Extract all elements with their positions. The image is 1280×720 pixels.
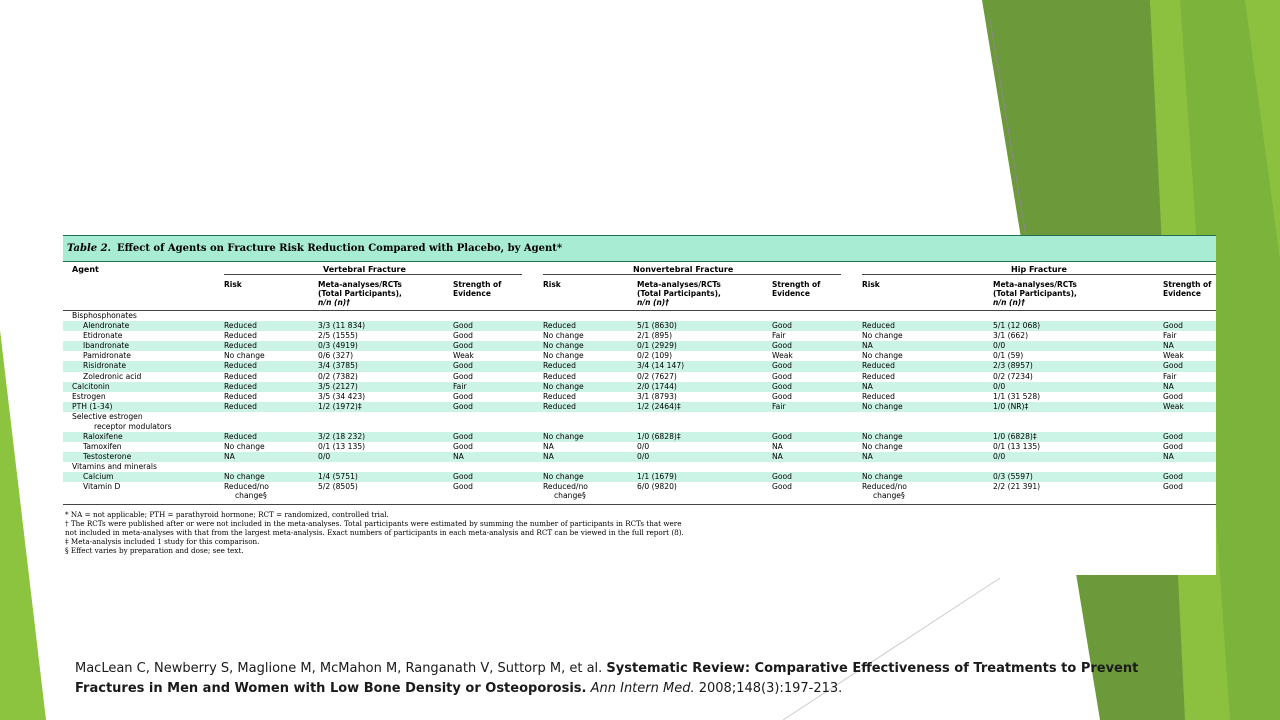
table-cell: NA [1163,341,1174,351]
table-cell: Reduced [543,391,576,401]
group-rule [543,274,841,275]
table-row [63,382,1216,392]
sub-risk: Risk [224,280,242,289]
sub-meta-l1: Meta-analyses/RCTs [993,280,1077,289]
table-cell: Good [453,331,473,341]
table-cell: 5/1 (8630) [637,321,677,331]
sub-meta-l2: (Total Participants), [637,289,721,298]
table-cell: No change [543,331,584,341]
table-cell: 1/1 (1679) [637,472,677,482]
table-cell: NA [772,452,783,462]
agent-cell: Calcitonin [72,381,110,391]
table-cell: 6/0 (9820) [637,482,677,492]
citation-authors: MacLean C, Newberry S, Maglione M, McMahon M, Ranganath V, Suttorp M, et al. [75,661,607,676]
table-cell: Good [453,442,473,452]
table-cell: 0/2 (7234) [993,371,1033,381]
table-row [63,452,1216,462]
table-cell: No change [224,351,265,361]
sub-header-row [63,276,1216,311]
group-rule [224,274,522,275]
footnote: § Effect varies by preparation and dose; see text. [65,546,244,556]
table-cell-line2: change§ [554,491,586,501]
agent-cell: Zoledronic acid [83,371,142,381]
table-cell: NA [543,442,554,452]
table-cell: NA [772,442,783,452]
table-cell: 3/4 (14 147) [637,361,685,371]
table-cell: 0/3 (4919) [318,341,358,351]
table-cell: Reduced/no [224,482,269,492]
table-cell: 5/2 (8505) [318,482,358,492]
table-cell: Reduced [224,381,257,391]
table-cell: Good [1163,391,1183,401]
table-cell: 0/6 (327) [318,351,354,361]
table-cell: 0/1 (13 135) [318,442,366,452]
table-row [63,372,1216,382]
footnote: not included in meta-analyses with that from the largest meta-analysis. Exact numbers of participants in each meta-analysis and RCT can be viewed in the full report (8). [65,528,684,538]
table-cell: Reduced [224,361,257,371]
table-cell: Good [772,361,792,371]
table-cell: Good [772,321,792,331]
sub-strength-l2: Evidence [1163,289,1201,298]
table-cell: No change [862,331,903,341]
table-cell: No change [862,442,903,452]
table-cell: 3/3 (11 834) [318,321,366,331]
table-row [63,402,1216,412]
table-cell: Good [1163,361,1183,371]
sub-meta-l3: n/n (n)† [318,298,350,307]
table-cell: Good [772,391,792,401]
sub-strength-l1: Strength of [772,280,821,289]
table-cell: Good [453,371,473,381]
table-cell: Reduced [224,331,257,341]
table-cell: Good [772,341,792,351]
agent-cell: Etidronate [83,331,123,341]
table-cell: Reduced [543,371,576,381]
table-cell: No change [862,431,903,441]
agent-cell: Pamidronate [83,351,131,361]
table-cell: 3/5 (34 423) [318,391,366,401]
group-nonvertebral: Nonvertebral Fracture [633,265,734,274]
table-number: Table 2. [67,243,112,254]
table-cell: 0/1 (2929) [637,341,677,351]
table-cell: NA [543,452,554,462]
agent-cell: Tamoxifen [83,442,122,452]
table-cell: No change [224,472,265,482]
table-cell: Good [1163,482,1183,492]
group-hip: Hip Fracture [1011,265,1067,274]
table-cell: Reduced [862,391,895,401]
table-cell: Reduced [224,391,257,401]
table-cell-line2: change§ [873,491,905,501]
sub-risk: Risk [862,280,880,289]
table-row [63,392,1216,402]
footnote: ‡ Meta-analysis included 1 study for this comparison. [65,537,260,547]
table-cell: Weak [1163,351,1184,361]
table-cell: Good [453,401,473,411]
agent-cell: Estrogen [72,391,106,401]
table-cell: 1/2 (2464)‡ [637,401,681,411]
table-cell: Good [453,361,473,371]
table-cell: Reduced/no [543,482,588,492]
agent-cell: Risidronate [83,361,126,371]
agent-cell: Vitamin D [83,482,121,492]
sub-meta-l2: (Total Participants), [318,289,402,298]
sub-meta-l3: n/n (n)† [637,298,669,307]
agent-cell: Raloxifene [83,431,123,441]
table-cell: Reduced [224,371,257,381]
table-row [63,462,1216,472]
table-cell: NA [862,341,873,351]
table-cell: Reduced [862,361,895,371]
table-cell: No change [862,401,903,411]
group-rule [862,274,1216,275]
agent-cell-line2: receptor modulators [94,421,172,431]
sub-meta [637,280,721,307]
table-cell: Fair [1163,371,1177,381]
table-cell-line2: change§ [235,491,267,501]
agent-cell: PTH (1-34) [72,401,113,411]
table-row [63,442,1216,452]
group-header-row [63,262,1216,276]
table-title: Effect of Agents on Fracture Risk Reduction Compared with Placebo, by Agent* [117,243,563,254]
sub-meta-l1: Meta-analyses/RCTs [318,280,402,289]
sub-meta-l1: Meta-analyses/RCTs [637,280,721,289]
sub-strength [453,280,501,298]
table-row [63,361,1216,371]
table-cell: No change [543,472,584,482]
table-cell: Reduced [543,361,576,371]
table-bottom-rule [63,504,1216,505]
table-cell: 0/0 [637,442,650,452]
table-cell: Good [772,431,792,441]
footnote: * NA = not applicable; PTH = parathyroid hormone; RCT = randomized, controlled trial. [65,510,389,520]
table-row [63,482,1216,502]
table-cell: Weak [453,351,474,361]
sub-strength-l2: Evidence [453,289,491,298]
sub-meta-l3: n/n (n)† [993,298,1025,307]
table-cell: 3/5 (2127) [318,381,358,391]
table-cell: 1/1 (31 528) [993,391,1041,401]
footnote: † The RCTs were published after or were not included in the meta-analyses. Total participants were estimated by summing the number of participants in RCTs that were [65,519,682,529]
table-cell: Reduced [224,401,257,411]
table-cell: NA [862,452,873,462]
table-cell: 3/1 (662) [993,331,1029,341]
table-cell: Reduced [862,371,895,381]
table-cell: 1/4 (5751) [318,472,358,482]
agent-cell: Calcium [83,472,114,482]
table-cell: 2/3 (8957) [993,361,1033,371]
table-cell: NA [1163,381,1174,391]
table-cell: 1/2 (1972)‡ [318,401,362,411]
sub-meta [318,280,402,307]
group-vertebral: Vertebral Fracture [323,265,406,274]
sub-risk: Risk [543,280,561,289]
table-cell: No change [543,431,584,441]
table-row [63,472,1216,482]
citation [75,659,1185,699]
table-cell: NA [862,381,873,391]
agent-cell: Vitamins and minerals [72,462,157,472]
table-cell: Weak [772,351,793,361]
table-cell: NA [453,452,464,462]
table-cell: 3/1 (8793) [637,391,677,401]
sub-strength-l1: Strength of [1163,280,1212,289]
citation-details: 2008;148(3):197-213. [694,681,843,696]
citation-title: Systematic Review: Comparative Effectiveness of Treatments to Prevent Fractures in Men and Women with Low Bone Density or Osteoporosis. [75,661,1139,696]
table-cell: NA [224,452,235,462]
table-cell: Good [772,472,792,482]
table-row [63,331,1216,341]
table-cell: Good [772,482,792,492]
table-cell: 0/2 (7627) [637,371,677,381]
table-cell: No change [543,351,584,361]
agent-header: Agent [72,265,99,274]
table-body [63,311,1216,502]
sub-meta [993,280,1077,307]
table-cell: No change [543,341,584,351]
table-cell: 3/4 (3785) [318,361,358,371]
table-cell: Reduced/no [862,482,907,492]
table-cell: Fair [1163,331,1177,341]
table-cell: Good [1163,431,1183,441]
table-cell: Reduced [543,401,576,411]
agent-cell: Bisphosphonates [72,311,137,320]
table-cell: Good [772,371,792,381]
table-cell: Fair [772,331,786,341]
table-cell: Good [453,391,473,401]
table-cell: Weak [1163,401,1184,411]
table-cell: 1/0 (NR)‡ [993,401,1029,411]
table-cell: No change [862,351,903,361]
sub-strength-l2: Evidence [772,289,810,298]
agent-cell: Ibandronate [83,341,130,351]
table-cell: 0/0 [637,452,650,462]
table-cell: Reduced [862,321,895,331]
table-cell: 2/2 (21 391) [993,482,1041,492]
table-cell: 1/0 (6828)‡ [993,431,1037,441]
table-cell: Good [453,321,473,331]
table-cell: Good [1163,442,1183,452]
table-cell: Good [1163,472,1183,482]
table-cell: Good [772,381,792,391]
table-cell: No change [543,381,584,391]
table-cell: 0/0 [993,452,1006,462]
sub-strength [1163,280,1211,298]
table-cell: Fair [772,401,786,411]
agent-cell: Selective estrogen [72,411,143,421]
table-row [63,341,1216,351]
table-cell: Good [453,472,473,482]
agent-cell: Testosterone [83,452,132,462]
table-cell: Reduced [224,431,257,441]
table-cell: Good [1163,321,1183,331]
table-cell: 0/0 [993,381,1006,391]
table-cell: 2/0 (1744) [637,381,677,391]
table-row [63,351,1216,361]
table-cell: 0/1 (13 135) [993,442,1041,452]
table-cell: 1/0 (6828)‡ [637,431,681,441]
table-cell: 0/3 (5597) [993,472,1033,482]
table-row [63,321,1216,331]
left-green-triangle [0,330,46,720]
table-cell: 0/0 [993,341,1006,351]
agent-cell: Alendronate [83,321,130,331]
table-row [63,311,1216,321]
table-cell: 3/2 (18 232) [318,431,366,441]
table-cell: 0/0 [318,452,331,462]
table-cell: NA [1163,452,1174,462]
table-cell: 2/1 (895) [637,331,673,341]
sub-meta-l2: (Total Participants), [993,289,1077,298]
table-cell: 0/2 (7382) [318,371,358,381]
table-cell: 0/2 (109) [637,351,673,361]
table-footnotes [63,510,1216,555]
table-cell: Good [453,341,473,351]
table-cell: 0/1 (59) [993,351,1024,361]
table-title-band [63,235,1216,262]
table-row [63,432,1216,442]
table-cell: Fair [453,381,467,391]
table-cell: Good [453,431,473,441]
sub-strength-l1: Strength of [453,280,502,289]
table-cell: 5/1 (12 068) [993,321,1041,331]
sub-strength [772,280,820,298]
table-cell: No change [862,472,903,482]
table-cell: Good [453,482,473,492]
table-row [63,412,1216,432]
table-cell: Reduced [543,321,576,331]
table-cell: No change [224,442,265,452]
table-cell: Reduced [224,341,257,351]
table-figure [63,235,1216,575]
table-cell: 2/5 (1555) [318,331,358,341]
citation-journal: Ann Intern Med. [590,681,695,696]
table-cell: Reduced [224,321,257,331]
